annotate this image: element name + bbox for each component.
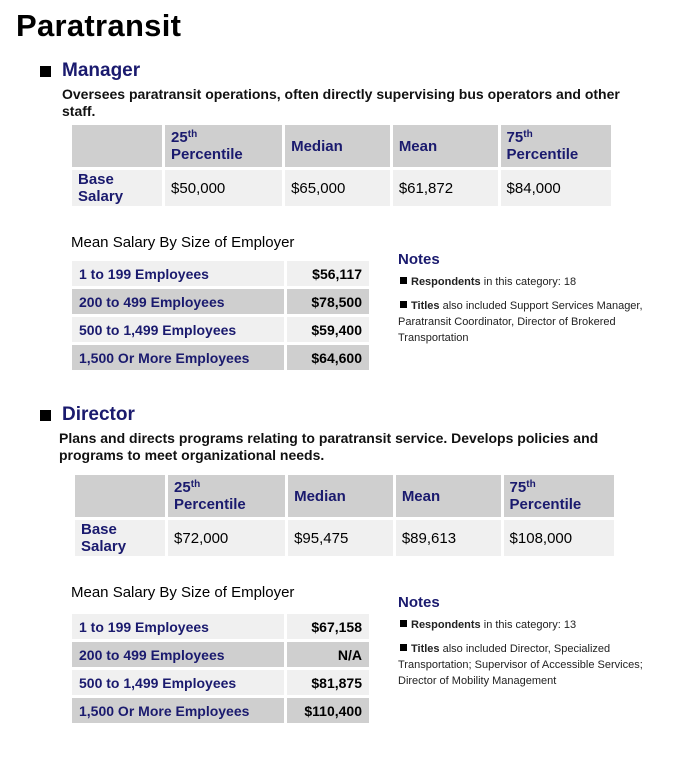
table-row bbox=[72, 614, 369, 642]
mean-salary-value: N/A bbox=[287, 642, 369, 670]
section-description: Oversees paratransit operations, often directly supervising bus operators and other staff. bbox=[62, 86, 620, 119]
employer-size-label: 1 to 199 Employees bbox=[72, 614, 287, 642]
mean-salary-value: $67,158 bbox=[287, 614, 369, 642]
mean-salary-value: $110,400 bbox=[287, 698, 369, 726]
employer-size-label: 500 to 1,499 Employees bbox=[72, 317, 287, 345]
cell-75th-percentile: $108,000 bbox=[504, 517, 617, 556]
square-bullet-icon bbox=[400, 620, 407, 627]
header-25th-percentile: 25th Percentile bbox=[168, 475, 288, 517]
salary-table bbox=[72, 125, 614, 206]
square-bullet-icon bbox=[40, 66, 51, 77]
notes-title: Notes bbox=[398, 594, 440, 611]
cell-mean: $61,872 bbox=[393, 167, 501, 206]
header-75th-percentile: 75th Percentile bbox=[501, 125, 614, 167]
header-mean: Mean bbox=[393, 125, 501, 167]
employer-size-title: Mean Salary By Size of Employer bbox=[71, 234, 295, 251]
cell-median: $65,000 bbox=[285, 167, 393, 206]
section-title: Manager bbox=[62, 60, 141, 81]
note-respondents: Respondents in this category: 13 bbox=[398, 617, 648, 633]
cell-25th-percentile: $50,000 bbox=[165, 167, 285, 206]
employer-size-table bbox=[72, 614, 369, 726]
table-row bbox=[72, 289, 369, 317]
header-blank bbox=[75, 475, 168, 517]
section-heading bbox=[40, 404, 135, 426]
table-row bbox=[72, 261, 369, 289]
mean-salary-value: $78,500 bbox=[287, 289, 369, 317]
square-bullet-icon bbox=[400, 301, 407, 308]
employer-size-label: 200 to 499 Employees bbox=[72, 289, 287, 317]
square-bullet-icon bbox=[40, 410, 51, 421]
section-heading bbox=[40, 60, 140, 82]
header-25th-percentile: 25th Percentile bbox=[165, 125, 285, 167]
table-row bbox=[72, 698, 369, 726]
row-label-base-salary: Base Salary bbox=[72, 167, 165, 206]
square-bullet-icon bbox=[400, 277, 407, 284]
notes-title: Notes bbox=[398, 251, 440, 268]
employer-size-table bbox=[72, 261, 369, 373]
cell-25th-percentile: $72,000 bbox=[168, 517, 288, 556]
salary-table bbox=[75, 475, 617, 556]
square-bullet-icon bbox=[400, 644, 407, 651]
table-row bbox=[72, 670, 369, 698]
mean-salary-value: $81,875 bbox=[287, 670, 369, 698]
employer-size-label: 1,500 Or More Employees bbox=[72, 698, 287, 726]
mean-salary-value: $56,117 bbox=[287, 261, 369, 289]
notes-panel bbox=[398, 594, 648, 697]
note-titles: Titles also included Support Services Manager, Paratransit Coordinator, Director of Brokered Transportation bbox=[398, 300, 643, 344]
employer-size-label: 1,500 Or More Employees bbox=[72, 345, 287, 373]
row-label-base-salary: Base Salary bbox=[75, 517, 168, 556]
employer-size-label: 1 to 199 Employees bbox=[72, 261, 287, 289]
header-median: Median bbox=[288, 475, 396, 517]
cell-mean: $89,613 bbox=[396, 517, 504, 556]
employer-size-label: 500 to 1,499 Employees bbox=[72, 670, 287, 698]
page-title: Paratransit bbox=[16, 8, 182, 43]
note-titles: Titles also included Director, Specialized Transportation; Supervisor of Accessible Services; Director of Mobility Management bbox=[398, 643, 643, 687]
section-description: Plans and directs programs relating to paratransit service. Develops policies and programs to meet organizational needs. bbox=[59, 430, 599, 463]
employer-size-label: 200 to 499 Employees bbox=[72, 642, 287, 670]
cell-75th-percentile: $84,000 bbox=[501, 167, 614, 206]
cell-median: $95,475 bbox=[288, 517, 396, 556]
header-median: Median bbox=[285, 125, 393, 167]
table-row bbox=[72, 642, 369, 670]
header-mean: Mean bbox=[396, 475, 504, 517]
employer-size-title: Mean Salary By Size of Employer bbox=[71, 584, 295, 601]
header-75th-percentile: 75th Percentile bbox=[504, 475, 617, 517]
table-row bbox=[72, 345, 369, 373]
notes-panel bbox=[398, 251, 648, 354]
mean-salary-value: $64,600 bbox=[287, 345, 369, 373]
header-blank bbox=[72, 125, 165, 167]
note-respondents: Respondents in this category: 18 bbox=[398, 274, 648, 290]
table-row bbox=[72, 317, 369, 345]
mean-salary-value: $59,400 bbox=[287, 317, 369, 345]
section-title: Director bbox=[62, 404, 135, 425]
